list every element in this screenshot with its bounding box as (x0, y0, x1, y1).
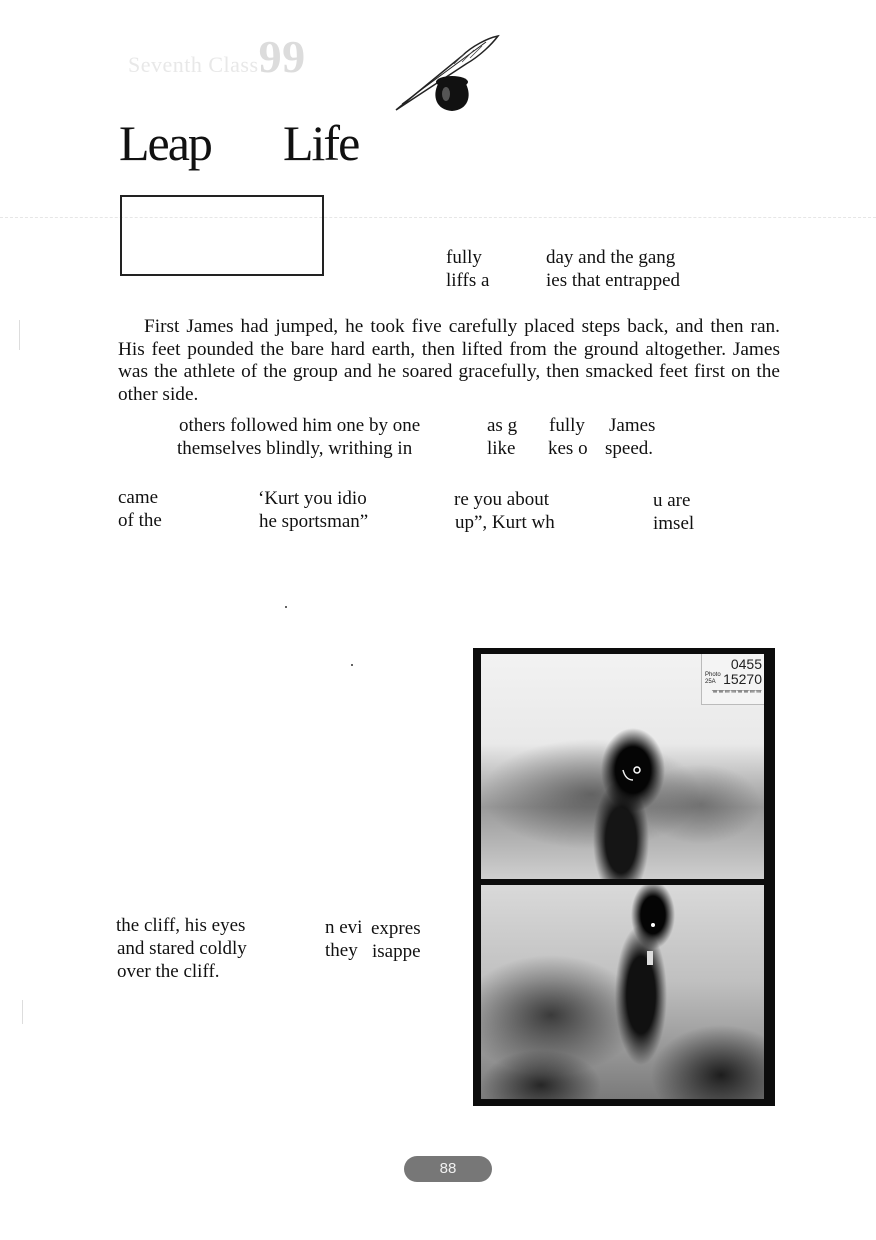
block2-b-line1: as g (487, 415, 518, 436)
block4-b-line2: they (325, 940, 358, 961)
block2-c-line1: fully (549, 415, 585, 436)
photo-label-barcode: ᚄᚄᚄᚄᚄᚄᚄᚄ (711, 688, 762, 694)
block3-a-line1: came (118, 487, 159, 508)
photo-label-small2: 25A (705, 679, 716, 685)
photo-label-number1: 0455 (730, 656, 762, 672)
main-paragraph-text: First James had jumped, he took five carefully placed steps back, and then ran. His feet pounded the bare hard earth, then lifted from the ground altogether. James was the athlete of the group and he soared gracefully, then smacked feet first on the other side. (118, 316, 780, 405)
block3-d-line2: imsel (653, 513, 695, 534)
photo-label-number2: 15270 (723, 671, 762, 687)
scan-dot (285, 606, 287, 608)
duck-eye-icon (619, 752, 649, 792)
block2-d-line2: speed. (605, 438, 654, 459)
scan-mark (19, 320, 20, 350)
intro-col2-line2: ies that entrapped (546, 270, 681, 291)
faded-header (128, 30, 306, 83)
scan-dot (351, 664, 353, 666)
block2-a-line2: themselves blindly, writhing in (177, 438, 413, 459)
block3-a-line2: of the (118, 510, 162, 531)
quill-inkpot-icon (392, 34, 502, 114)
block2-b-line2: like (487, 438, 516, 459)
main-paragraph (118, 316, 780, 406)
photo-top-duck (481, 654, 764, 879)
block4-c-line2: isappe (372, 941, 421, 962)
block4-b-line1: n evi (325, 917, 363, 938)
intro-col2-line1: day and the gang (546, 247, 676, 268)
photo-bottom-duck (481, 885, 764, 1099)
block2-d-line1: James (609, 415, 656, 436)
block3-d-line1: u are (653, 490, 691, 511)
faded-header-text: Seventh Class (128, 52, 259, 77)
block3-b-line1: ‘Kurt you idio (258, 488, 367, 509)
photo-frame (473, 648, 775, 1106)
block4-c-line1: expres (371, 918, 421, 939)
block3-c-line2: up”, Kurt wh (455, 512, 555, 533)
faded-header-number: 99 (258, 31, 306, 82)
title-word-left: Leap (119, 115, 211, 171)
photo-label-small1: Photo (705, 672, 721, 678)
block3-c-line1: re you about (454, 489, 549, 510)
title-word-right: Life (283, 115, 359, 171)
block4-a-line3: over the cliff. (117, 961, 220, 982)
duck-highlight-icon (631, 915, 671, 975)
empty-box (120, 195, 324, 276)
scan-mark (22, 1000, 23, 1024)
intro-col1-line2: liffs a (446, 270, 490, 291)
page-number: 88 (439, 1160, 457, 1177)
block3-b-line2: he sportsman” (259, 511, 369, 532)
block4-a-line1: the cliff, his eyes (116, 915, 246, 936)
block2-a-line1: others followed him one by one (179, 415, 421, 436)
photo-label-sticker (701, 654, 764, 705)
intro-col1-line1: fully (446, 247, 482, 268)
block2-c-line2: kes o (548, 438, 588, 459)
block4-a-line2: and stared coldly (117, 938, 247, 959)
page-number-badge (404, 1156, 492, 1182)
